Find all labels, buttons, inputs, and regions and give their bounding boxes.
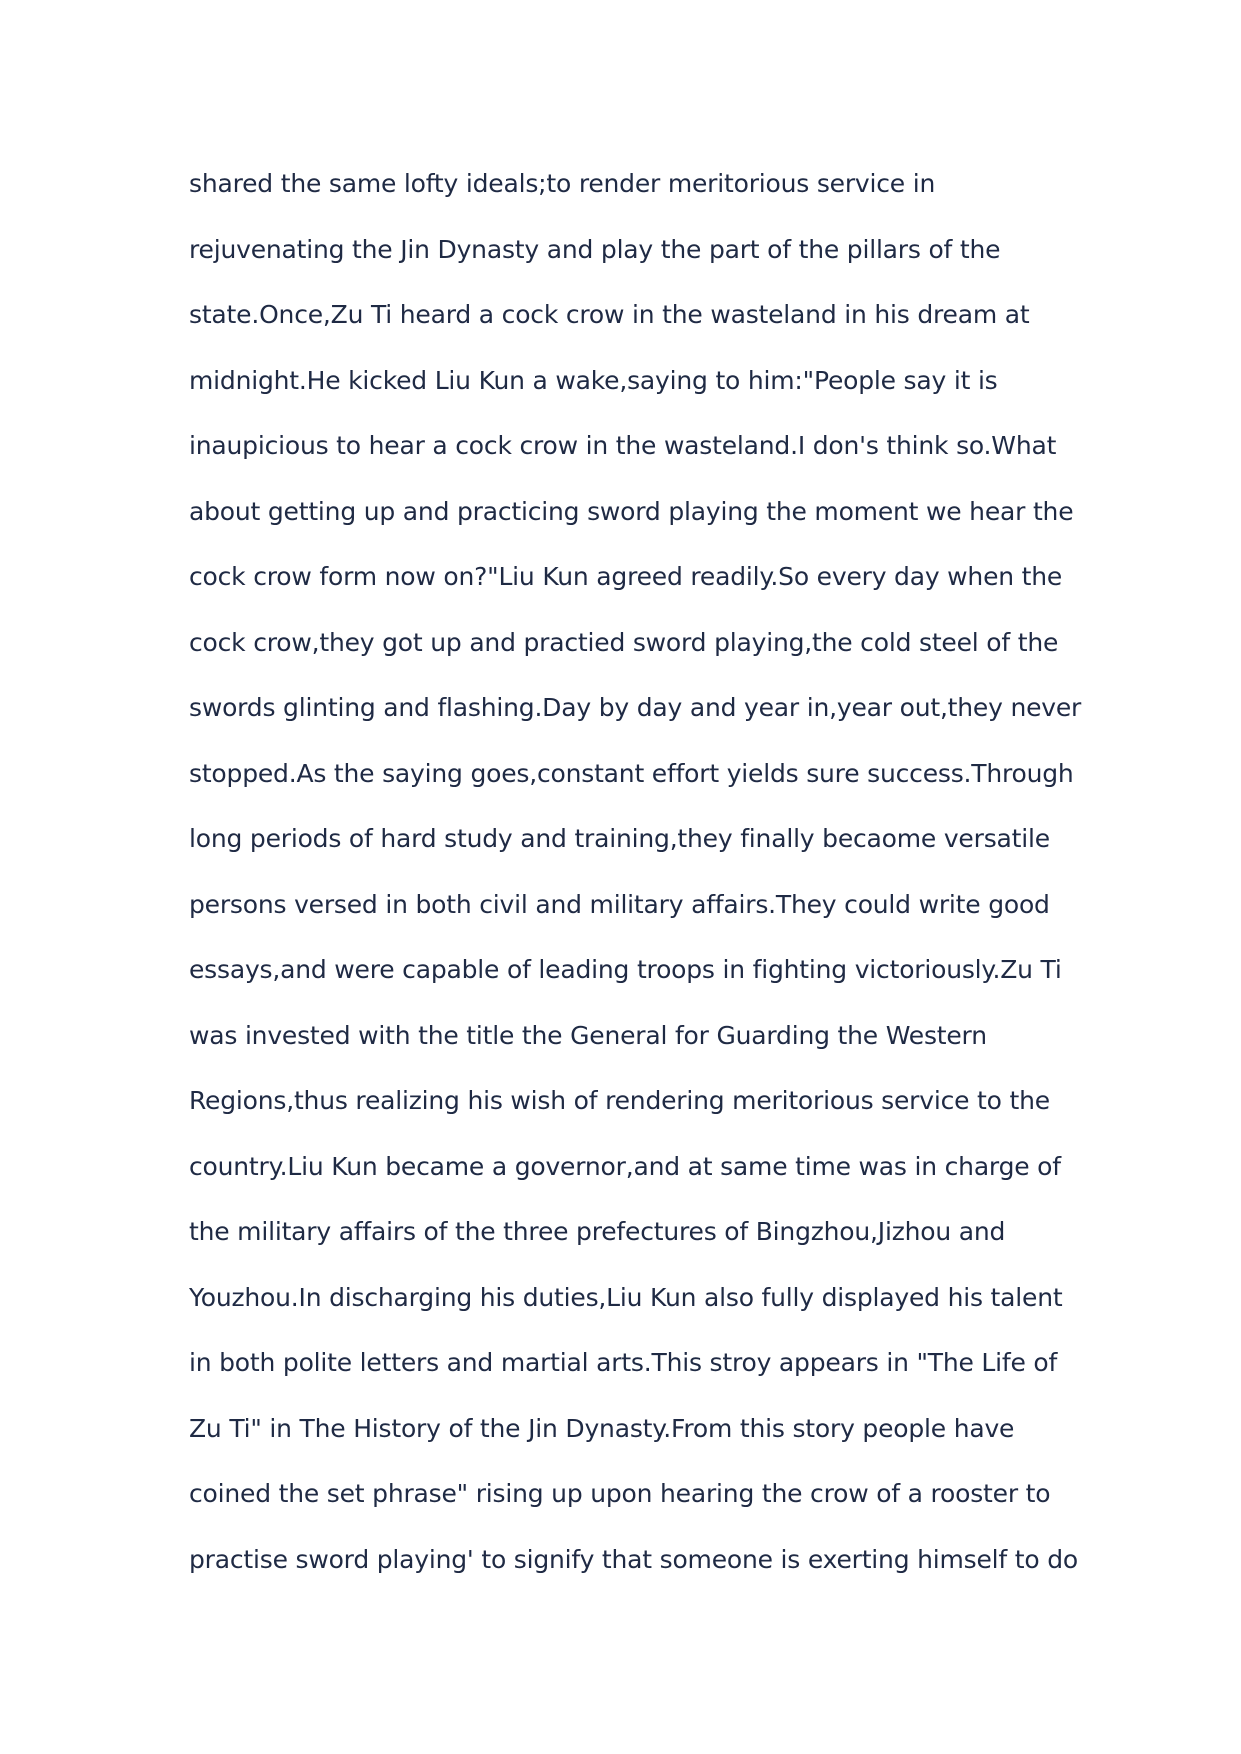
text-line: in both polite letters and martial arts.This stroy appears in "The Life of <box>189 1348 1058 1377</box>
text-line: was invested with the title the General for Guarding the Western <box>189 1020 987 1050</box>
text-line: essays,and were capable of leading troops in fighting victoriously.Zu Ti <box>189 955 1062 984</box>
text-line: Zu Ti" in The History of the Jin Dynasty.From this story people have <box>189 1413 1015 1443</box>
text-line: rejuvenating the Jin Dynasty and play the part of the pillars of the <box>189 234 1001 264</box>
text-line: persons versed in both civil and military affairs.They could write good <box>189 889 1050 919</box>
text-line: practise sword playing' to signify that someone is exerting himself to do <box>189 1544 1078 1574</box>
text-line: cock crow,they got up and practied sword playing,the cold steel of the <box>189 627 1059 657</box>
text-line: midnight.He kicked Liu Kun a wake,saying to him:"People say it is <box>189 365 998 395</box>
text-line: Youzhou.In discharging his duties,Liu Kun also fully displayed his talent <box>189 1282 1063 1312</box>
text-line: inaupicious to hear a cock crow in the wasteland.I don's think so.What <box>189 431 1057 460</box>
text-line: state.Once,Zu Ti heard a cock crow in the wasteland in his dream at <box>189 300 1030 329</box>
text-line: long periods of hard study and training,they finally becaome versatile <box>189 824 1050 853</box>
text-line: cock crow form now on?"Liu Kun agreed readily.So every day when the <box>189 562 1063 591</box>
text-line: the military affairs of the three prefectures of Bingzhou,Jizhou and <box>189 1217 1006 1246</box>
text-line: country.Liu Kun became a governor,and at same time was in charge of <box>189 1151 1061 1181</box>
body-text <box>189 151 1082 1592</box>
text-line: Regions,thus realizing his wish of rendering meritorious service to the <box>189 1086 1050 1115</box>
text-line: stopped.As the saying goes,constant effort yields sure success.Through <box>189 758 1074 788</box>
text-line: shared the same lofty ideals;to render meritorious service in <box>189 169 936 198</box>
text-line: coined the set phrase" rising up upon hearing the crow of a rooster to <box>189 1479 1051 1508</box>
text-line: about getting up and practicing sword playing the moment we hear the <box>189 496 1074 526</box>
text-line: swords glinting and flashing.Day by day and year in,year out,they never <box>189 693 1082 722</box>
